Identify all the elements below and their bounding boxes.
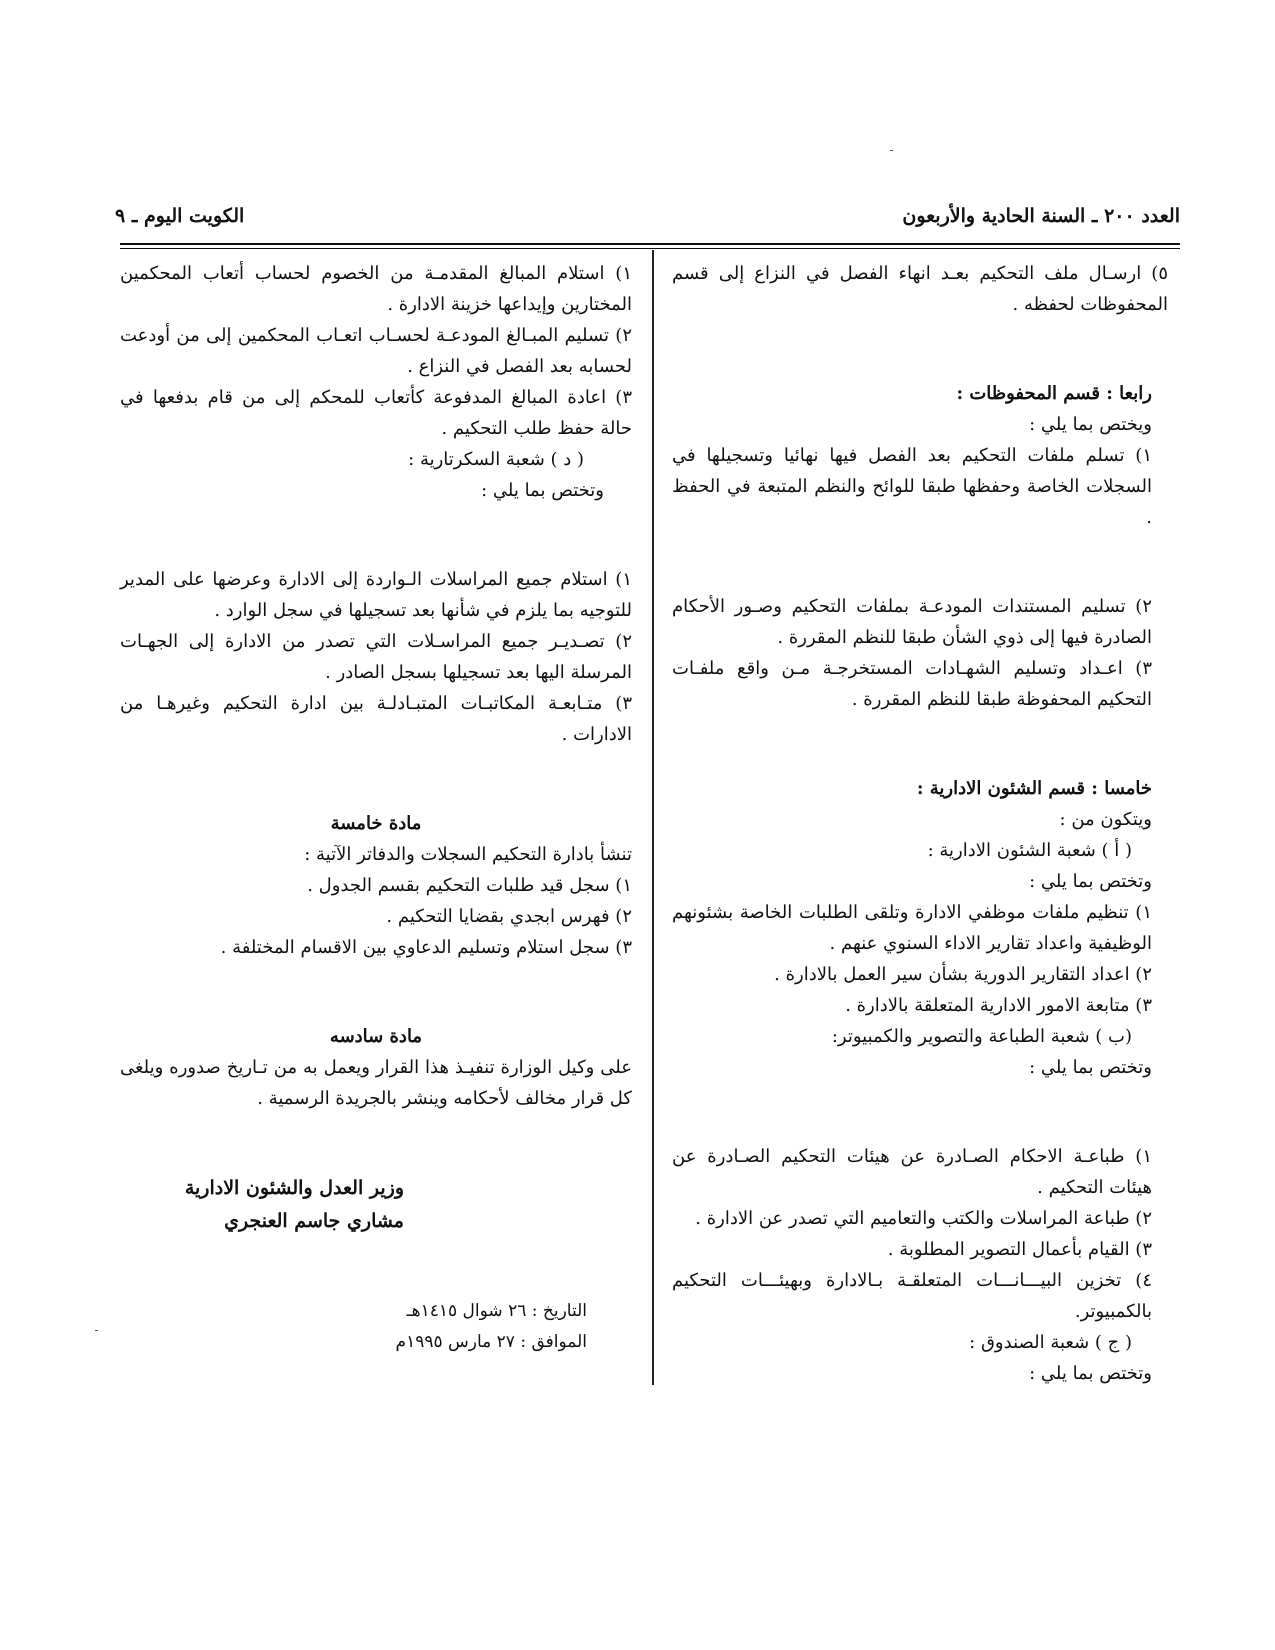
date-hijri: التاريخ : ٢٦ شوال ١٤١٥هـ	[406, 1301, 587, 1321]
date-gregorian: الموافق : ٢٧ مارس ١٩٩٥م	[395, 1332, 587, 1352]
section-4-intro: ويختص بما يلي :	[1029, 414, 1152, 435]
sub-d-intro: وتختص بما يلي :	[481, 480, 604, 501]
list-item: ١) استلام المبالغ المقدمـة من الخصوم لحساب أتعاب المحكمين المختارين وإيداعها خزينة الادارة .	[120, 263, 632, 315]
list-item: ٢) تصـديـر جميع المراسـلات التي تصدر من الادارة إلى الجهـات المرسلة اليها بعد تسجيلها بسجل الصادر .	[120, 631, 632, 683]
section-4-title: رابعا : قسم المحفوظات :	[956, 383, 1152, 404]
sub-b-title: (ب ) شعبة الطباعة والتصوير والكمبيوتر:	[831, 1026, 1132, 1047]
list-item: ٢) اعداد التقارير الدورية بشأن سير العمل بالادارة .	[774, 964, 1152, 985]
list-item: ٢) تسليم المستندات المودعـة بملفات التحكيم وصـور الأحكام الصادرة فيها إلى ذوي الشأن طبقا للنظم المقررة .	[672, 596, 1152, 648]
signature-title: وزير العدل والشئون الادارية	[184, 1177, 404, 1199]
list-item: ٣) القيام بأعمال التصوير المطلوبة .	[887, 1239, 1152, 1260]
header-rule	[120, 243, 1180, 249]
list-item: ١) سجل قيد طلبات التحكيم بقسم الجدول .	[307, 875, 632, 896]
article-5-title: مادة خامسة	[330, 813, 422, 834]
list-item: ٤) تخزين البيـــانـــات المتعلقـة بـالادارة وبهيئـــات التحكيم بالكمبيوتر.	[672, 1270, 1152, 1322]
list-item: ١) تسلم ملفات التحكيم بعد الفصل فيها نهائيا وتسجيلها في السجلات الخاصة وحفظها طبقا للوائح والنظم المتبعة في الحفظ .	[672, 445, 1152, 528]
list-item: ١) طباعـة الاحكام الصـادرة عن هيئات التحكيم الصـادرة عن هيئات التحكيم .	[672, 1146, 1152, 1198]
article-6-title: مادة سادسه	[329, 1026, 423, 1047]
list-item: ١) استلام جميع المراسلات الـواردة إلى الادارة وعرضها على المدير للتوجيه بما يلزم في شأنها بعد تسجيلها في سجل الوارد .	[120, 569, 632, 621]
sub-a-title: ( أ ) شعبة الشئون الادارية :	[927, 840, 1132, 861]
sub-a-intro: وتختص بما يلي :	[1029, 871, 1152, 892]
page-header	[115, 198, 1180, 234]
column-divider	[652, 250, 654, 1385]
list-item: ١) تنظيم ملفات موظفي الادارة وتلقى الطلبات الخاصة بشئونهم الوظيفية واعداد تقارير الاداء السنوي عنهم .	[672, 902, 1152, 954]
list-item: ٣) اعادة المبالغ المدفوعة كأتعاب للمحكم إلى من قام بدفعها في حالة حفظ طلب التحكيم .	[120, 387, 632, 439]
issue-info: العدد ٢٠٠ ـ السنة الحادية والأربعون	[902, 205, 1180, 227]
page-label: الكويت اليوم ـ ٩	[115, 205, 245, 227]
left-column	[120, 258, 632, 1358]
list-item: ٣) سجل استلام وتسليم الدعاوي بين الاقسام المختلفة .	[220, 937, 632, 958]
list-item: ٣) متـابعـة المكاتبـات المتبـادلـة بين ادارة التحكيم وغيرهـا من الادارات .	[120, 693, 632, 745]
sub-d-title: ( د ) شعبة السكرتارية :	[408, 449, 584, 470]
archive-transfer-item: ٥) ارسـال ملف التحكيم بعـد انهاء الفصل في النزاع إلى قسم المحفوظات لحفظه .	[672, 263, 1168, 315]
article-5-intro: تنشأ بادارة التحكيم السجلات والدفاتر الآتية :	[304, 844, 632, 865]
section-5-intro: ويتكون من :	[1059, 809, 1152, 830]
section-5-title: خامسا : قسم الشئون الادارية :	[916, 778, 1152, 799]
list-item: ٣) اعـداد وتسليم الشهـادات المستخرجـة مـن واقع ملفـات التحكيم المحفوظة طبقا للنظم المقررة .	[672, 658, 1152, 710]
scan-speck	[95, 1330, 98, 1331]
list-item: ٢) فهرس ابجدي بقضايا التحكيم .	[386, 906, 632, 927]
sub-c-title: ( ج ) شعبة الصندوق :	[969, 1332, 1132, 1353]
sub-c-intro: وتختص بما يلي :	[1029, 1363, 1152, 1384]
list-item: ٢) طباعة المراسلات والكتب والتعاميم التي تصدر عن الادارة .	[695, 1208, 1152, 1229]
signature-name: مشاري جاسم العنجري	[224, 1210, 404, 1232]
list-item: ٣) متابعة الامور الادارية المتعلقة بالادارة .	[845, 995, 1152, 1016]
right-column	[672, 258, 1180, 1389]
scan-speck	[890, 150, 893, 151]
list-item: ٢) تسليم المبـالغ المودعـة لحسـاب اتعـاب المحكمين إلى من أودعت لحسابه بعد الفصل في النزاع .	[120, 325, 632, 377]
article-6-text: على وكيل الوزارة تنفيـذ هذا القرار ويعمل به من تـاريخ صدوره ويلغى كل قرار مخالف لأحكامه وينشر بالجريدة الرسمية .	[120, 1057, 632, 1109]
sub-b-intro: وتختص بما يلي :	[1029, 1057, 1152, 1078]
